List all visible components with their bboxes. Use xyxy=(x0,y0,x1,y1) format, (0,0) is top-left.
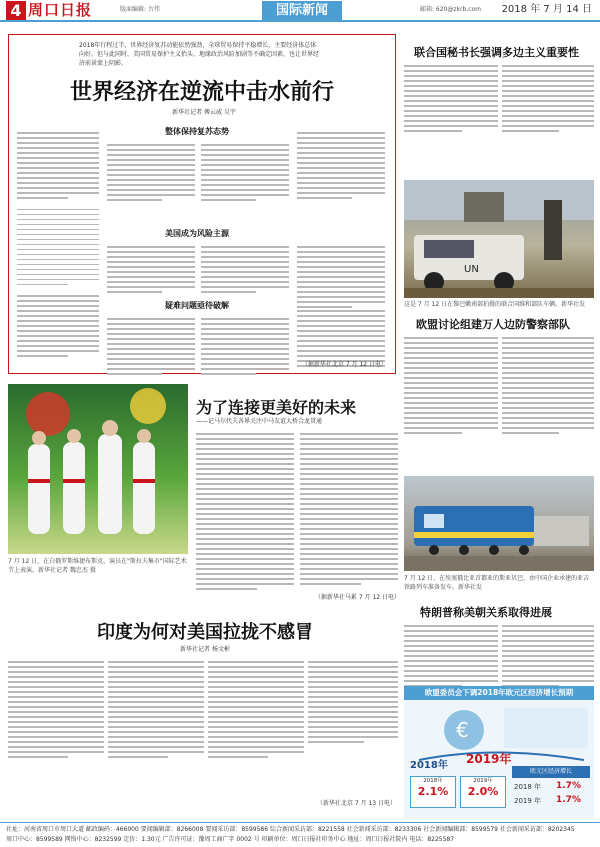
section-title: 国际新闻 xyxy=(262,1,342,20)
lead-subhead-3: 疑难问题亟待破解 xyxy=(165,301,229,310)
infographic-title: 欧盟委员会下调2018年欧元区经济增长预期 xyxy=(404,686,594,700)
page-number: 4 xyxy=(6,1,26,20)
paper-name: 周口日报 xyxy=(28,1,93,19)
eu-headline: 欧盟讨论组建万人边防警察部队 xyxy=(416,318,570,331)
vehicle-illustration xyxy=(404,180,594,298)
issue-date: 2018 年 7 月 14 日 xyxy=(501,4,592,15)
year-2018-label: 2018年 xyxy=(410,760,448,771)
growth-infographic xyxy=(404,686,594,818)
china-headline: 为了连接更美好的未来 xyxy=(196,398,357,417)
footer-line-2: 周口中心：8599589 网络中心：8232599 定价：1.30元 广告许可证：豫周工商广字 0002 号 印刷单位：周口日报社印务中心 地址：周口日报社院内 电话：8225587 xyxy=(6,836,455,843)
lead-headline: 世界经济在逆流中击水前行 xyxy=(69,79,334,105)
trump-headline: 特朗普称美朝关系取得进展 xyxy=(420,606,552,619)
china-source: （据新华社马累 7 月 12 日电） xyxy=(314,594,400,601)
row-1-value: 1.7% xyxy=(556,781,581,791)
festival-photo xyxy=(8,384,188,554)
row-2-year: 2019 年 xyxy=(514,797,542,805)
forecast-box-2 xyxy=(460,776,506,808)
lead-subhead-1: 整体保持复苏态势 xyxy=(165,127,229,136)
festival-illustration xyxy=(8,384,188,554)
side-label: 欧元区经济增长 xyxy=(512,766,590,778)
india-byline: 新华社记者 杨文彬 xyxy=(180,646,230,653)
row-2-value: 1.7% xyxy=(556,795,581,805)
svg-text:€: € xyxy=(456,718,469,742)
festival-caption: 7 月 12 日，在白俄罗斯维捷布斯克，演员在"斯拉夫集市"国际艺术节上表演。新华社记者 魏忠杰 摄 xyxy=(8,558,187,574)
lead-story xyxy=(8,34,396,374)
lead-source: （据新华社北京 7 月 12 日电） xyxy=(301,361,387,368)
year-2019-label: 2019年 xyxy=(466,752,512,766)
un-headline: 联合国秘书长强调多边主义重要性 xyxy=(414,46,579,59)
un-vehicle-photo xyxy=(404,180,594,298)
forecast-value-2: 2.0% xyxy=(467,785,499,798)
footer xyxy=(0,822,600,847)
lead-byline: 新华社记者 傅云威 吴宇 xyxy=(172,109,236,116)
masthead xyxy=(0,0,600,20)
footer-line-1: 社址：河南省周口市周口大道 邮政编码：466000 要闻编辑部：8266008 要闻采访部：8599586 综合新闻采访部：8221558 社会新闻采访部：8233306 社会新闻编辑部：8599579 社会新闻采访部：8202345 xyxy=(6,826,575,833)
un-photo-caption: 这是 7 月 12 日在黎巴嫩南部拍摄的联合国维和部队车辆。新华社发 xyxy=(404,301,586,308)
lead-intro: 2018年行程过半，世界经济复苏动能依然强劲，全球贸易保持平稳增长，主要经济体总体向好。但与此同时，美国贸易保护主义抬头、地缘政治风险加剧等不确定因素，也让世界经济前景蒙上阴影。 xyxy=(79,42,320,67)
forecast-box-1 xyxy=(410,776,456,808)
editor-info: 版面编辑: 古伟 xyxy=(120,6,160,13)
china-subtitle: ——记马尔代夫各界关注中马友谊大桥合龙贯通 xyxy=(196,418,323,425)
row-1-year: 2018 年 xyxy=(514,783,542,791)
train-caption: 7 月 12 日，在埃塞俄比亚首都亚的斯亚贝巴，由中国企业承建的亚吉铁路列车准备发车。新华社发 xyxy=(404,575,590,591)
train-photo xyxy=(404,476,594,571)
india-headline: 印度为何对美国拉拢不感冒 xyxy=(97,622,313,643)
train-illustration xyxy=(404,476,594,571)
forecast-value-1: 2.1% xyxy=(417,785,449,798)
forecast-label-2: 2019年 xyxy=(473,778,493,784)
forecast-label-1: 2018年 xyxy=(423,778,443,784)
india-source: （新华社北京 7 月 13 日电） xyxy=(316,800,396,807)
lead-subhead-2: 美国成为风险主源 xyxy=(165,229,229,238)
contact-info: 邮箱: 620@zkrb.com xyxy=(420,6,482,13)
svg-text:UN: UN xyxy=(464,264,479,275)
header-rule xyxy=(0,20,600,22)
